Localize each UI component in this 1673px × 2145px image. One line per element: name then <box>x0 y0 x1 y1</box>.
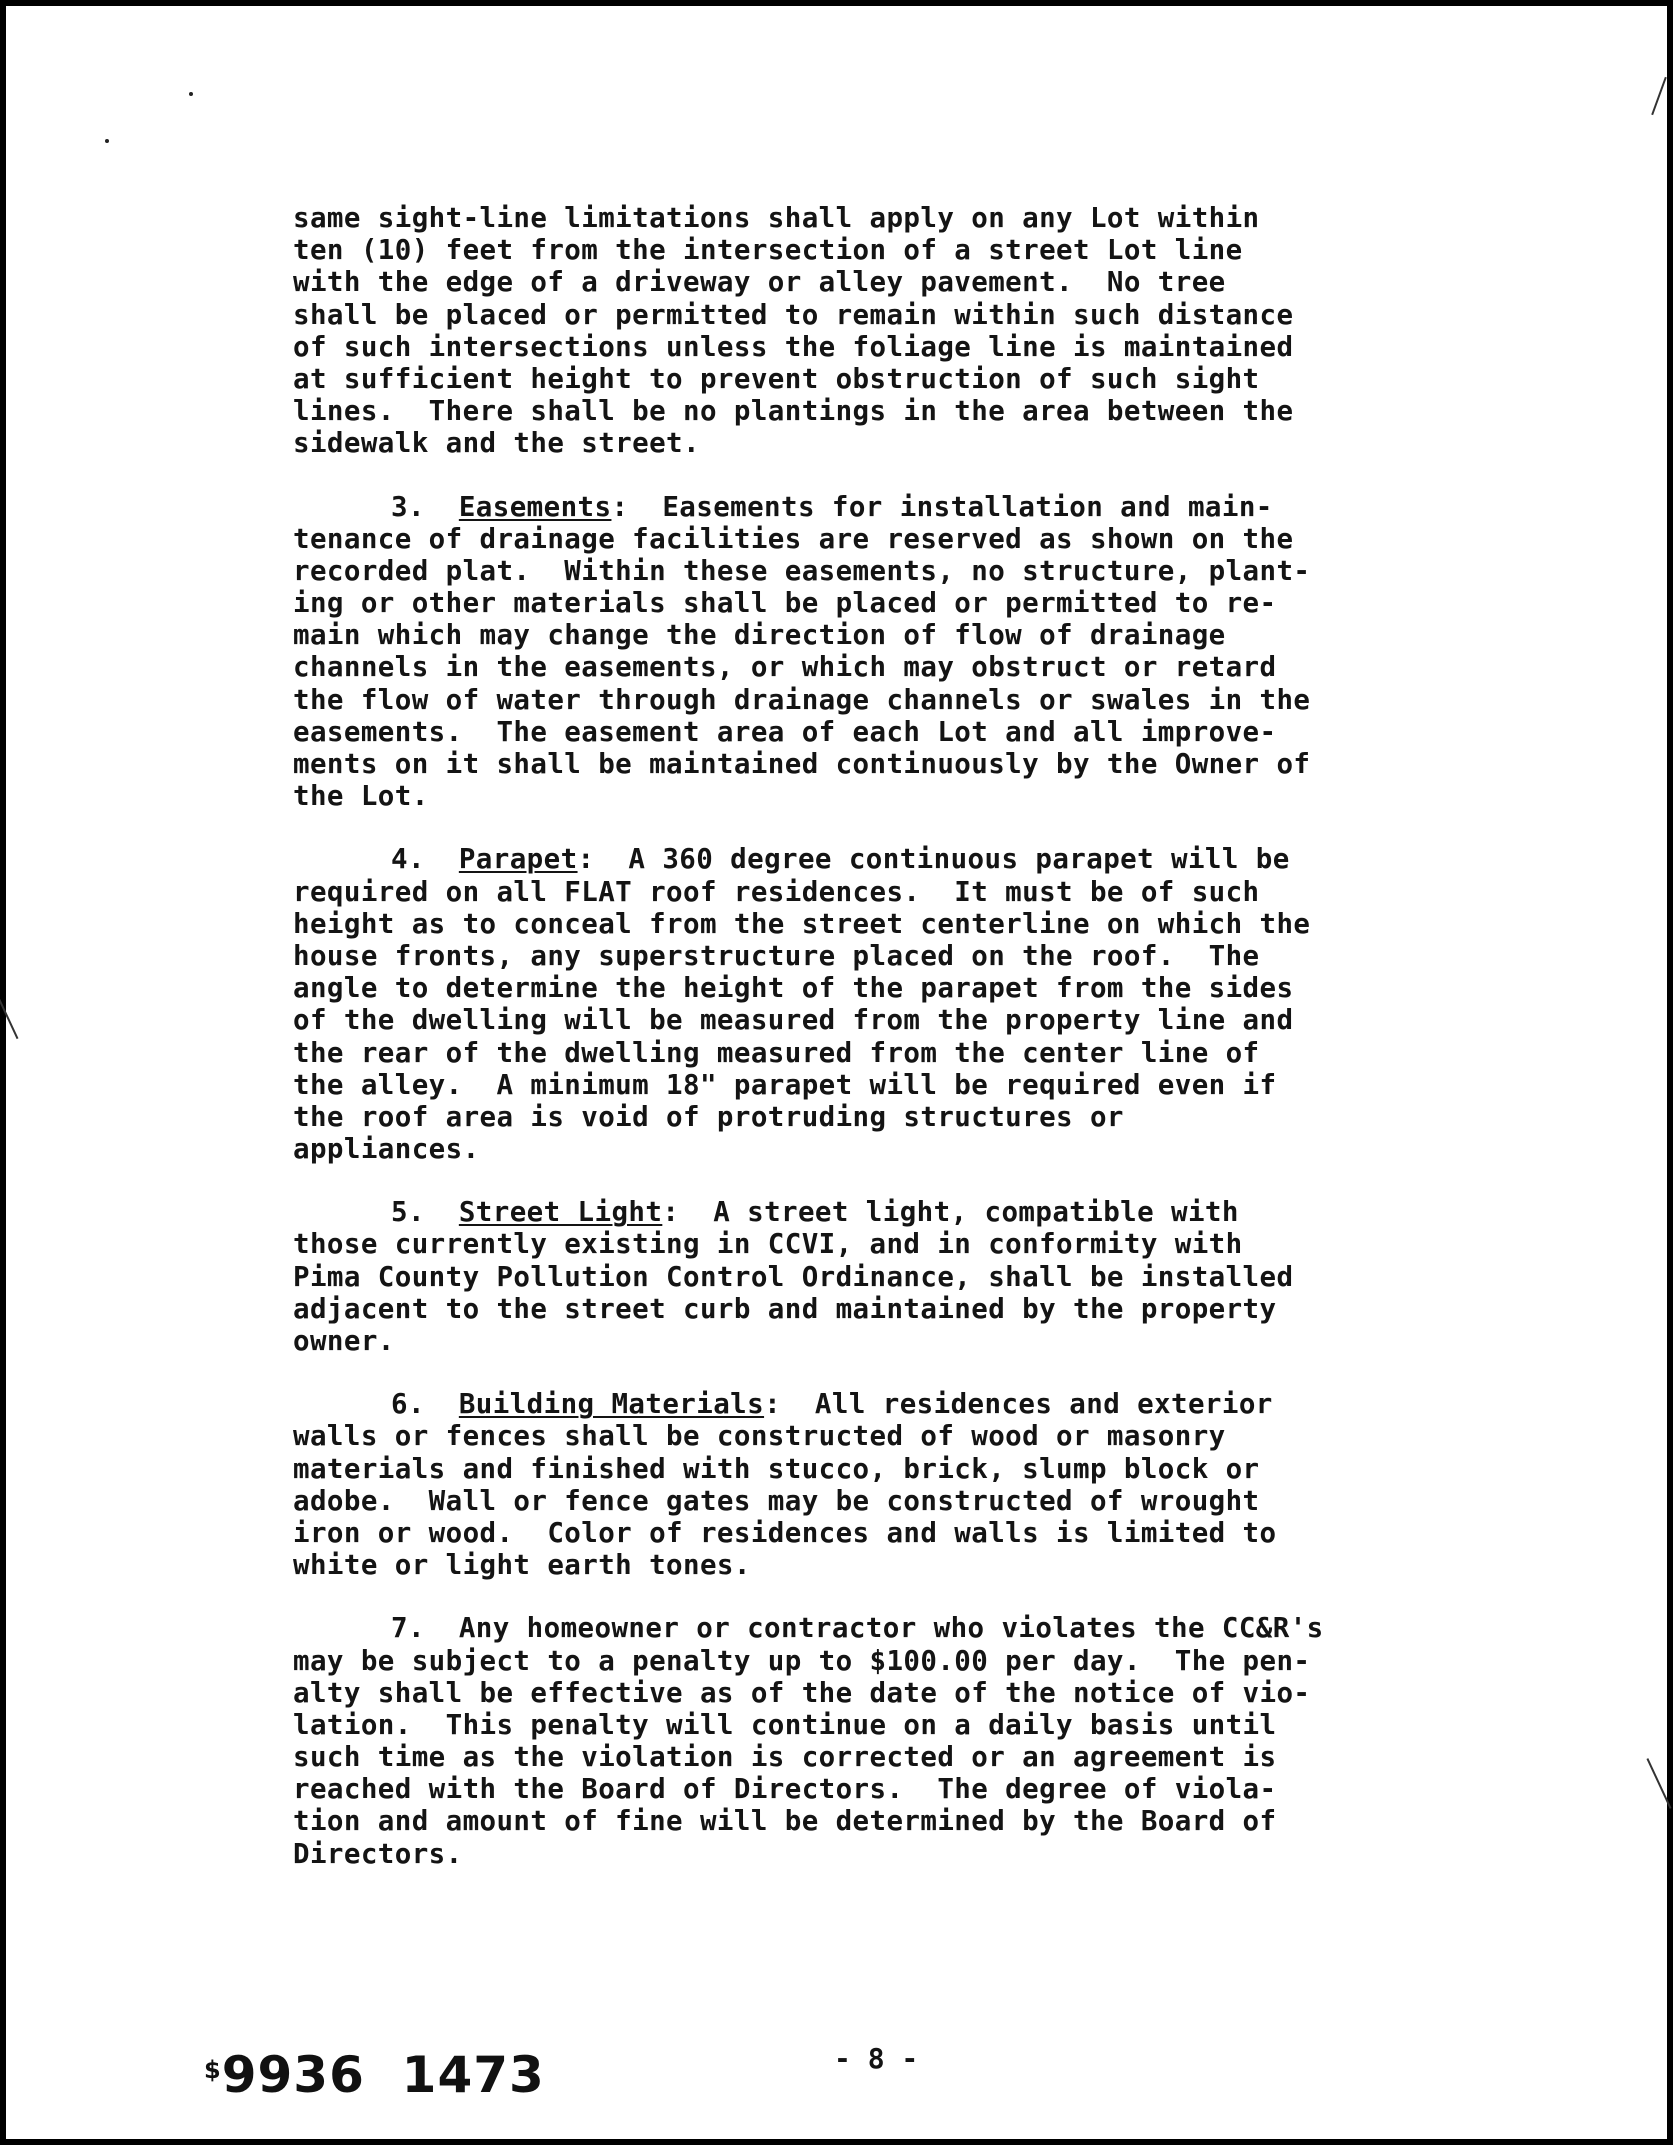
section-line: owner. <box>293 1325 395 1357</box>
paragraph-gap <box>293 1165 1493 1196</box>
section-line: may be subject to a penalty up to $100.00 per day. The pen- <box>293 1644 1311 1677</box>
intro-paragraph <box>293 202 1493 460</box>
section-first-line <box>293 843 1493 875</box>
section-line: angle to determine the height of the parapet from the sides <box>293 972 1294 1005</box>
document-body <box>293 202 1493 1870</box>
section-heading: Parapet <box>458 843 578 876</box>
section-line: reached with the Board of Directors. The degree of viola- <box>293 1773 1277 1806</box>
section-line: adobe. Wall or fence gates may be constructed of wrought <box>293 1484 1260 1517</box>
section-number: 5. <box>391 1196 425 1229</box>
section-line: required on all FLAT roof residences. It must be of such <box>293 875 1260 908</box>
intro-line: lines. There shall be no plantings in the area between the <box>293 395 1294 428</box>
document-stamp-number <box>204 2046 545 2104</box>
section-line: the flow of water through drainage channels or swales in the <box>293 683 1311 716</box>
intro-line: ten (10) feet from the intersection of a street Lot line <box>293 234 1243 267</box>
section-first-line <box>293 1196 1493 1228</box>
section-line: Pima County Pollution Control Ordinance, shall be installed <box>293 1260 1294 1293</box>
section-line: main which may change the direction of flow of drainage <box>293 619 1226 652</box>
section-line: tion and amount of fine will be determined by the Board of <box>293 1805 1277 1838</box>
intro-line: at sufficient height to prevent obstruction of such sight <box>293 362 1260 395</box>
scan-edge-mark <box>1646 1758 1671 1809</box>
section-line: height as to conceal from the street centerline on which the <box>293 907 1311 940</box>
section-line: the alley. A minimum 18" parapet will be required even if <box>293 1068 1277 1101</box>
section-line: the Lot. <box>293 780 429 813</box>
section-number-spacer <box>425 1388 459 1420</box>
section-line: iron or wood. Color of residences and walls is limited to <box>293 1516 1277 1549</box>
intro-line: with the edge of a driveway or alley pavement. No tree <box>293 266 1226 299</box>
scan-speck <box>105 139 109 143</box>
section-line: white or light earth tones. <box>293 1549 751 1582</box>
section-first-line-text: : Easements for installation and main- <box>611 490 1273 523</box>
document-page <box>6 6 1667 2139</box>
stamp-number-text: 9936 1473 <box>221 2046 545 2104</box>
intro-line: of such intersections unless the foliage line is maintained <box>293 330 1294 363</box>
numbered-sections <box>293 460 1493 1870</box>
section-number: 3. <box>391 490 425 523</box>
section-line: ing or other materials shall be placed or permitted to re- <box>293 587 1277 620</box>
section-5 <box>293 1196 1493 1357</box>
section-number-spacer <box>425 1612 459 1644</box>
section-line: ments on it shall be maintained continuously by the Owner of <box>293 748 1311 780</box>
paragraph-gap <box>293 1357 1493 1388</box>
section-line: such time as the violation is corrected or an agreement is <box>293 1741 1277 1774</box>
section-heading: Street Light <box>458 1196 663 1229</box>
scan-edge-mark <box>0 993 18 1039</box>
section-line: channels in the easements, or which may obstruct or retard <box>293 651 1277 684</box>
intro-line: sidewalk and the street. <box>293 427 700 460</box>
section-line: the roof area is void of protruding structures or <box>293 1100 1124 1133</box>
section-line: those currently existing in CCVI, and in conformity with <box>293 1228 1243 1261</box>
section-line: lation. This penalty will continue on a daily basis until <box>293 1708 1277 1741</box>
intro-line: shall be placed or permitted to remain within such distance <box>293 298 1294 331</box>
section-number: 7. <box>391 1612 425 1645</box>
section-line: easements. The easement area of each Lot and all improve- <box>293 715 1277 748</box>
section-number: 4. <box>391 843 425 876</box>
section-line: alty shall be effective as of the date of the notice of vio- <box>293 1676 1311 1709</box>
section-number-spacer <box>425 491 459 523</box>
section-line: appliances. <box>293 1133 480 1166</box>
section-line: house fronts, any superstructure placed on the roof. The <box>293 939 1260 972</box>
section-line: tenance of drainage facilities are reserved as shown on the <box>293 522 1294 555</box>
section-first-line-text: : A street light, compatible with <box>662 1196 1239 1229</box>
section-first-line <box>293 491 1493 523</box>
section-7 <box>293 1612 1493 1870</box>
section-line: adjacent to the street curb and maintained by the property <box>293 1292 1277 1325</box>
section-4 <box>293 843 1493 1165</box>
section-line: Directors. <box>293 1837 463 1870</box>
section-line: walls or fences shall be constructed of wood or masonry <box>293 1420 1226 1453</box>
scan-edge-mark <box>1651 77 1667 115</box>
section-first-line-text: : All residences and exterior <box>764 1388 1273 1421</box>
section-3 <box>293 491 1493 813</box>
section-6 <box>293 1388 1493 1581</box>
section-first-line-text: Any homeowner or contractor who violates the CC&R's <box>458 1612 1324 1645</box>
section-number-spacer <box>425 843 459 875</box>
scan-speck <box>189 92 193 96</box>
section-line: recorded plat. Within these easements, no structure, plant- <box>293 554 1311 587</box>
section-line: materials and finished with stucco, brick, slump block or <box>293 1452 1260 1485</box>
section-number: 6. <box>391 1388 425 1421</box>
paragraph-gap <box>293 460 1493 491</box>
page-number: - 8 - <box>834 2042 919 2075</box>
paragraph-gap <box>293 812 1493 843</box>
section-heading: Building Materials <box>458 1388 765 1421</box>
section-number-spacer <box>425 1196 459 1228</box>
section-heading: Easements <box>458 490 612 523</box>
section-first-line <box>293 1388 1493 1420</box>
section-line: of the dwelling will be measured from the property line and <box>293 1004 1294 1037</box>
paragraph-gap <box>293 1581 1493 1612</box>
stamp-mark: $ <box>204 2056 222 2084</box>
section-line: the rear of the dwelling measured from the center line of <box>293 1036 1260 1069</box>
section-first-line <box>293 1612 1493 1644</box>
section-first-line-text: : A 360 degree continuous parapet will be <box>577 843 1290 876</box>
intro-line: same sight-line limitations shall apply on any Lot within <box>293 202 1260 234</box>
